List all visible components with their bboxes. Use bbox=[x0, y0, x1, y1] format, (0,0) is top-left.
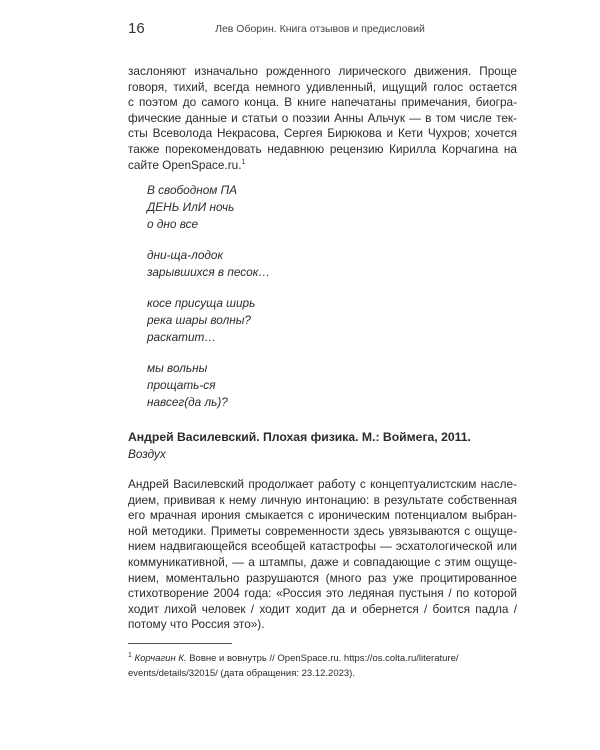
text-line: нием надвигающейся всеобщей катастрофы — эсхатологической или bbox=[128, 539, 517, 554]
poem-line: зарывшихся в песок… bbox=[147, 265, 271, 279]
text-line: дием, прививая к нему личную интонацию: в результате собственная bbox=[128, 492, 517, 507]
poem-line: дни-ща-лодок bbox=[147, 248, 224, 262]
text-line: ходит лихой человек / ходит ходит да и обернется / боится падла / bbox=[128, 601, 517, 616]
text-line: стихотворение 2004 года: «Россия это ледяная пустыня / по которой bbox=[128, 586, 517, 601]
poem-line: раскатит… bbox=[147, 330, 217, 344]
footnote-line: events/details/32015/ (дата обращения: 23.12.2023). bbox=[128, 668, 355, 679]
page-number: 16 bbox=[128, 20, 145, 37]
text-line: говоря, тихий, всегда немного удивленный, ищущий голос остается bbox=[128, 79, 517, 94]
text-line: заслоняют изначально рожденного лирического движения. Проще bbox=[128, 64, 517, 78]
footnote-divider bbox=[128, 643, 232, 644]
text-line: его мрачная ирония смыкается с ироническим потенциалом выбран- bbox=[128, 508, 517, 523]
poem-line: о дно все bbox=[147, 217, 199, 231]
text-line: с поэтом до самого конца. В книге напечатаны примечания, биогра- bbox=[128, 95, 517, 110]
text-line: ной методики. Приметы современности здесь увязываются с ощуще- bbox=[128, 523, 517, 538]
poem-line: река шары волны? bbox=[147, 313, 251, 327]
review-subheading: Воздух bbox=[128, 447, 166, 461]
text-line bbox=[128, 158, 245, 174]
footnote-text: Вовне и вовнутрь // OpenSpace.ru. https://os.colta.ru/literature/ bbox=[186, 653, 459, 664]
text-line: также порекомендовать недавнюю рецензию Кирилла Корчагина на bbox=[128, 142, 517, 156]
poem-line: прощать-ся bbox=[147, 378, 216, 392]
review-heading: Андрей Василевский. Плохая физика. М.: Воймега, 2011. bbox=[128, 430, 471, 444]
poem-line: ДЕНЬ ИлИ ночь bbox=[147, 200, 235, 214]
text-line-content: сайте OpenSpace.ru. bbox=[128, 157, 242, 172]
text-line: нием, моментально разрушаются (много раз уже процитированное bbox=[128, 570, 517, 585]
text-line: коммуникативной, — а штампы, даже и совпадающие с этим ощуще- bbox=[128, 555, 517, 569]
text-line: фические данные и статьи о поэзии Анны Альчук — в том числе тек- bbox=[128, 110, 517, 125]
footnote-number: 1 bbox=[128, 651, 132, 659]
footnote-ref: 1 bbox=[241, 158, 246, 166]
text-line: сты Всеволода Некрасова, Сергея Бирюкова и Кети Чухров; хочется bbox=[128, 126, 517, 141]
poem-line: В свободном ПА bbox=[147, 183, 238, 197]
poem-line: навсег(да ль)? bbox=[147, 395, 228, 409]
footnote-author: Корчагин К. bbox=[134, 653, 187, 664]
running-head: Лев Оборин. Книга отзывов и предисловий bbox=[215, 23, 425, 35]
text-line: потому что Россия это»). bbox=[128, 617, 265, 632]
poem-line: мы вольны bbox=[147, 361, 208, 375]
text-line: Андрей Василевский продолжает работу с концептуалистским насле- bbox=[128, 477, 517, 491]
poem-line: косе присуща ширь bbox=[147, 296, 256, 310]
footnote bbox=[128, 652, 459, 666]
